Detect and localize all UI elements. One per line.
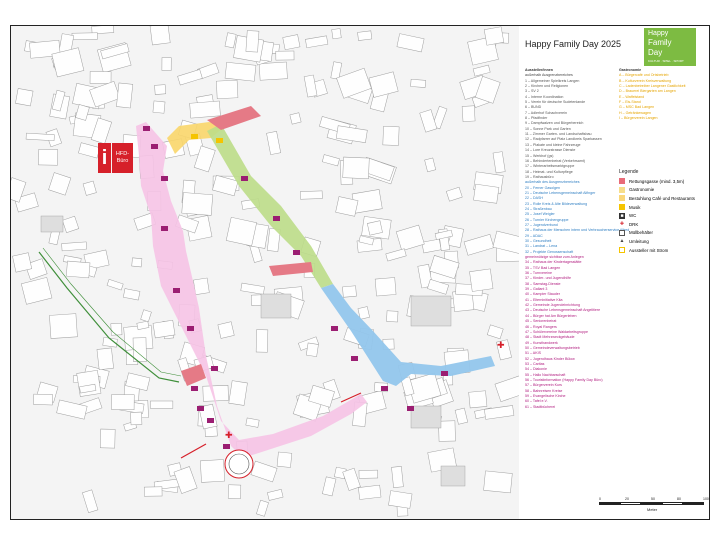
list-item: 27 – Jugendverbund [525,222,558,227]
list-item: 32 – Projekte Genossenschaft [525,249,574,254]
scale-unit: Meter [647,507,658,512]
building [305,36,328,48]
legend-item [619,246,695,255]
list-item: 30 – Gesundheit [525,239,552,243]
list-item: 48 – Stadt Mehrzweckgebäude [525,335,575,340]
gastronomy-heading: Gastronomie [619,68,642,72]
list-item: D – Brauerei Biergarten am Langen [619,89,676,94]
building [218,322,234,339]
list-item: 17 – Winterarbeitsmarktgruppe [525,164,575,169]
building [495,375,519,402]
legend-item [619,177,695,186]
list-item: 29 – ADAC [525,233,543,238]
building [464,234,494,255]
list-item: 24 – Straßenbau [525,206,552,211]
building [369,72,398,98]
list-item: 22 – DASH [525,196,543,201]
building [387,311,399,322]
list-item: 6 – BUND [525,105,542,110]
list-item: 59 – Evangelische Kirche [525,393,566,398]
building [72,33,98,40]
exhibitor-stand [441,371,448,376]
building [392,466,404,487]
list-item: 40 – Kampier Stauder [525,292,560,297]
list-item: 13 – Plakate und kleine Fahrzeuge [525,142,581,147]
legend-item-label: DRK [629,221,639,227]
list-item: 53 – Caritas [525,361,545,366]
building [111,395,134,410]
exhibitor-heading: Aussteller/innen [525,68,553,72]
exhibitor-stand [407,406,414,411]
building [322,155,339,166]
building [62,242,87,251]
list-item: 51 – AKIS [525,351,541,356]
exhibitor-group-3 [525,260,629,410]
list-item: 18 – Heimat- und Kulturpflege [525,169,573,174]
hatched-area [411,406,441,428]
list-item: 12 – Radpfarrer auf Platz Landkreis Sparkassen [525,137,602,142]
seating-icon [619,195,625,201]
list-item: 7 – Adlerhof Schachverein [525,110,567,115]
building [225,33,236,48]
building [178,69,203,85]
building [57,400,88,419]
gastronomy-icon [619,187,625,193]
list-item: G – MSC Bad Langen [619,105,655,110]
exhibitor-stand [293,250,300,255]
building [251,461,277,482]
building [131,412,142,425]
building [123,289,140,300]
building [153,320,175,338]
building [462,106,475,122]
building [469,391,487,408]
list-item: 8 – Pfadfinder [525,116,548,121]
list-item: E – Waffelstand [619,94,645,99]
map-title: Happy Family Day 2025 [525,39,622,49]
list-item: 36 – Turnvereine [525,271,552,276]
legend-item-label: Bestuhlung Café und Restaurants [629,195,695,201]
exhibitor-stand [151,144,158,149]
list-item: 5 – Verein für deutsche Sudetenlande [525,100,586,105]
building [21,277,52,304]
building [267,489,283,500]
building [190,101,221,118]
building [33,394,52,405]
building [150,401,172,408]
building [422,239,441,253]
list-item: 26 – Turnier Kirchengruppe [525,217,569,222]
building [358,485,381,499]
exhibitor-stand [161,176,168,181]
building [487,325,503,339]
hatched-area [261,294,291,318]
building [49,173,71,196]
wc-icon: ■ [620,212,624,219]
map-sheet [10,25,710,520]
legend-item-label: Müllbehälter [629,230,653,236]
building [141,310,152,322]
list-item: 43 – Deutsche Lebensgemeinschaft Angelitiere [525,308,601,313]
building [322,477,336,496]
list-item: 49 – Kunsthandwerk [525,340,558,345]
building [420,110,437,133]
list-item: C – Ladenbetreiber Langener Gastlichkeit [619,84,686,89]
list-item: 46 – Royal Rangers [525,324,557,329]
exhibitor-stand [381,386,388,391]
list-item: 25 – Josef Weigler [525,212,555,217]
list-item: 3 – SV 2 [525,89,539,94]
building [155,85,166,95]
list-item: 60 – Tafel e.V. [525,399,548,404]
list-item: 31 – Landrat – Lena [525,244,558,249]
building [246,418,259,427]
list-item: 16 – Behindertenbeirat (Verkehrsamt) [525,158,585,163]
building [116,83,132,108]
exhibitor-stand [211,366,218,371]
gastronomy-items [619,73,686,121]
exhibitor-list [525,68,629,410]
list-item: 4 – Interne Koordination [525,94,564,99]
legend-heading: Legende [619,169,639,175]
list-item: 34 – Rathaus der Kindertagesstätte [525,260,582,265]
building [111,323,122,335]
legend-item [619,186,695,195]
building [397,34,424,52]
building [455,408,468,424]
list-item: 44 – Bürger hat Am Bürgerleben [525,313,577,318]
building [241,283,265,294]
hfd-office-marker[interactable] [98,143,133,173]
building [49,314,77,339]
hatched-area [441,466,465,486]
building [332,29,342,39]
scale-bar [599,497,709,515]
legend-item-label: Musik [629,204,641,210]
detour-icon: ▲ [619,238,625,245]
exhibitor-group-1 [525,79,629,181]
map-area[interactable] [11,26,519,519]
exhibitor-stand [331,326,338,331]
list-item: 21 – Deutsche Lebensgemeinschaft Alfinger [525,190,596,195]
building [470,269,493,292]
music-icon [619,204,625,210]
list-item: 15 – Werkhof (gs) [525,153,554,158]
exhibitor-stand [207,418,214,423]
building [367,221,382,235]
list-item: B – Kulturverein Kreisverwaltung [619,78,672,83]
list-item: 42 – Gemeinde Jugendeinrichtung [525,303,580,308]
list-item: 47 – Schülervereine Waldarbeitsgruppe [525,329,588,334]
building [228,485,241,499]
list-item: 14 – Lore Kreuzstrasse Dienste [525,148,576,153]
building [386,249,407,261]
hatched-area [411,296,451,326]
building [484,27,504,45]
building [226,217,256,246]
happy-family-day-logo [644,28,696,66]
list-item: 19 – Rathausbüro [525,174,554,179]
logo-line3: Day [648,48,663,57]
building [39,149,58,165]
legend-item-label: WC [629,213,637,219]
list-item: 55 – Hallo Nachbarschaft [525,372,566,377]
legend-item [619,194,695,203]
building [411,79,426,87]
legend-item [619,203,695,212]
red-cross-icon: ✚ [497,341,505,351]
legend-item-label: Aussteller mit Strom [629,247,669,253]
list-item: 58 – Bahnreisen Kreise [525,388,563,393]
building [162,58,171,71]
list-item: 9 – Dampfwalzen und Bürgerbereich [525,121,584,126]
exhibitor-stand [241,176,248,181]
list-item: A – Bürgercafé und Ortsbetrieb [619,73,669,78]
building [304,75,317,97]
exhibitor-stand [197,406,204,411]
building [300,191,322,199]
building [283,35,300,50]
building [203,385,229,401]
exhibitor-subheading-3: gemeinnützige sichtbar zum Anlegen [525,255,584,260]
building [251,295,262,306]
list-item: 50 – Gemeindeverwaltungsbetrieb [525,345,580,350]
list-item: 54 – Diakonie [525,367,547,372]
scale-tick-label: 50 [651,497,655,501]
building [493,152,505,173]
building [256,330,268,353]
gastronomy-list [619,68,686,121]
exhibitor-stand [273,216,280,221]
hfd-office-label-line2: Büro [116,158,129,164]
building [100,429,115,448]
building [82,490,98,513]
building [150,26,170,45]
building [89,81,120,107]
exhibitor-subheading-1: außerhalb Ausgrenzbereiches [525,73,573,78]
list-item: 52 – Jugendhaus Kinder Bülow [525,356,575,361]
legend-items [619,177,695,254]
scale-tick-label: 20 [625,497,629,501]
building [62,216,78,232]
exhibitor-stand [187,326,194,331]
logo-line2: Family [648,38,672,47]
list-item: 41 – Elterninitiative Kita [525,297,563,302]
list-item: 37 – Kinder- und Jugendhilfe [525,276,571,281]
building [446,187,462,201]
scale-tick-label: 100 [703,497,709,501]
bin-icon [619,230,625,236]
building [132,258,142,267]
list-item: 57 – Bürgerverein Kurs [525,383,562,388]
building [90,71,111,83]
map-canvas [11,26,519,519]
hatched-area [41,216,63,232]
building [359,470,378,478]
rescue-lane-icon [619,178,625,184]
legend [619,169,695,254]
building [246,30,259,52]
building [256,500,268,516]
building [383,126,399,145]
building [342,286,356,298]
list-item: 2 – Kirchen und Religionen [525,84,569,89]
list-item: 61 – Stadtbücherei [525,404,556,409]
building [107,279,123,290]
list-item: 28 – Rathaus der Menschen intern und Verbraucherservice Alfred [525,228,630,233]
legend-item [619,229,695,238]
building [193,278,209,295]
legend-item [619,237,695,246]
building [396,225,424,251]
red-cross-icon: ✚ [619,221,625,228]
building [290,113,301,125]
exhibitor-stand [161,226,168,231]
building [83,181,96,195]
exhibitor-stand [191,386,198,391]
list-item: 38 – Samstag-Dienste [525,281,561,286]
building [15,88,33,106]
building [277,452,292,467]
list-item: 45 – Seniorenbeirat [525,319,557,324]
exhibitor-group-2 [525,186,629,255]
detour-arrow-1 [181,444,206,458]
exhibitor-stand [351,356,358,361]
building [182,192,213,215]
scale-tick-label: 0 [599,497,601,501]
exhibitor-stand [191,134,198,139]
legend-panel [519,26,709,519]
list-item: H – Getränkewagen [619,110,651,115]
building [216,80,238,99]
building [375,278,396,297]
exhibitor-subheading-2: außerhalb des Ausgrenzbereiches [525,180,580,185]
list-item: 20 – Ferner Gasolgen [525,185,560,190]
list-item: I – Bürgerverein Langen [619,116,658,121]
building [153,101,165,113]
building [26,133,54,141]
legend-item-label: Umleitung [629,238,649,244]
building [484,471,513,493]
building [388,491,412,509]
hfd-office-label-line1: HFD- [115,151,130,157]
power-icon [619,247,625,253]
building [425,158,436,172]
building [306,343,318,357]
building [259,62,287,80]
building [144,487,162,496]
list-item: 1 – Allgemeiner Spielkreis Langen [525,78,580,83]
building [66,261,90,278]
building [343,468,361,490]
building [276,51,294,60]
exhibitor-stand [173,288,180,293]
building [358,31,372,41]
list-item: 10 – Sonne Park und Garten [525,126,571,131]
building [473,184,498,203]
legend-item-label: Rettungsgasse (mind. 3,5m) [629,178,685,184]
building [97,348,114,370]
building [225,62,256,81]
building [229,381,248,406]
legend-item-label: Gastronomie [629,187,655,193]
building [78,143,99,158]
list-item: 35 – TSV Bad Langen [525,265,561,270]
list-item: F – Eis-Stand [619,100,641,105]
legend-item [619,211,695,220]
exhibitor-stand [216,138,223,143]
scale-tick-label: 80 [677,497,681,501]
logo-tagline: KULTUR · SPIEL · SPORT [648,59,684,63]
list-item: 56 – Touristinformation (Happy Family Day Büro) [525,377,603,382]
list-item: 23 – Rolle Kreis & Alte Bildeverwaltung [525,201,588,206]
building [200,459,224,482]
building [267,131,281,154]
legend-item [619,220,695,229]
exhibitor-stand [223,444,230,449]
building [343,157,370,179]
list-item: 11 – Zimmer Garten- und Landschaftsbau [525,132,592,137]
list-item: 39 – Gallant 3 [525,287,548,292]
red-cross-icon: ✚ [225,431,233,441]
exhibitor-stand [143,126,150,131]
logo-line1: Happy [648,30,669,37]
building [473,65,490,76]
building [484,405,514,419]
building [12,253,31,272]
info-icon: i [98,143,111,173]
